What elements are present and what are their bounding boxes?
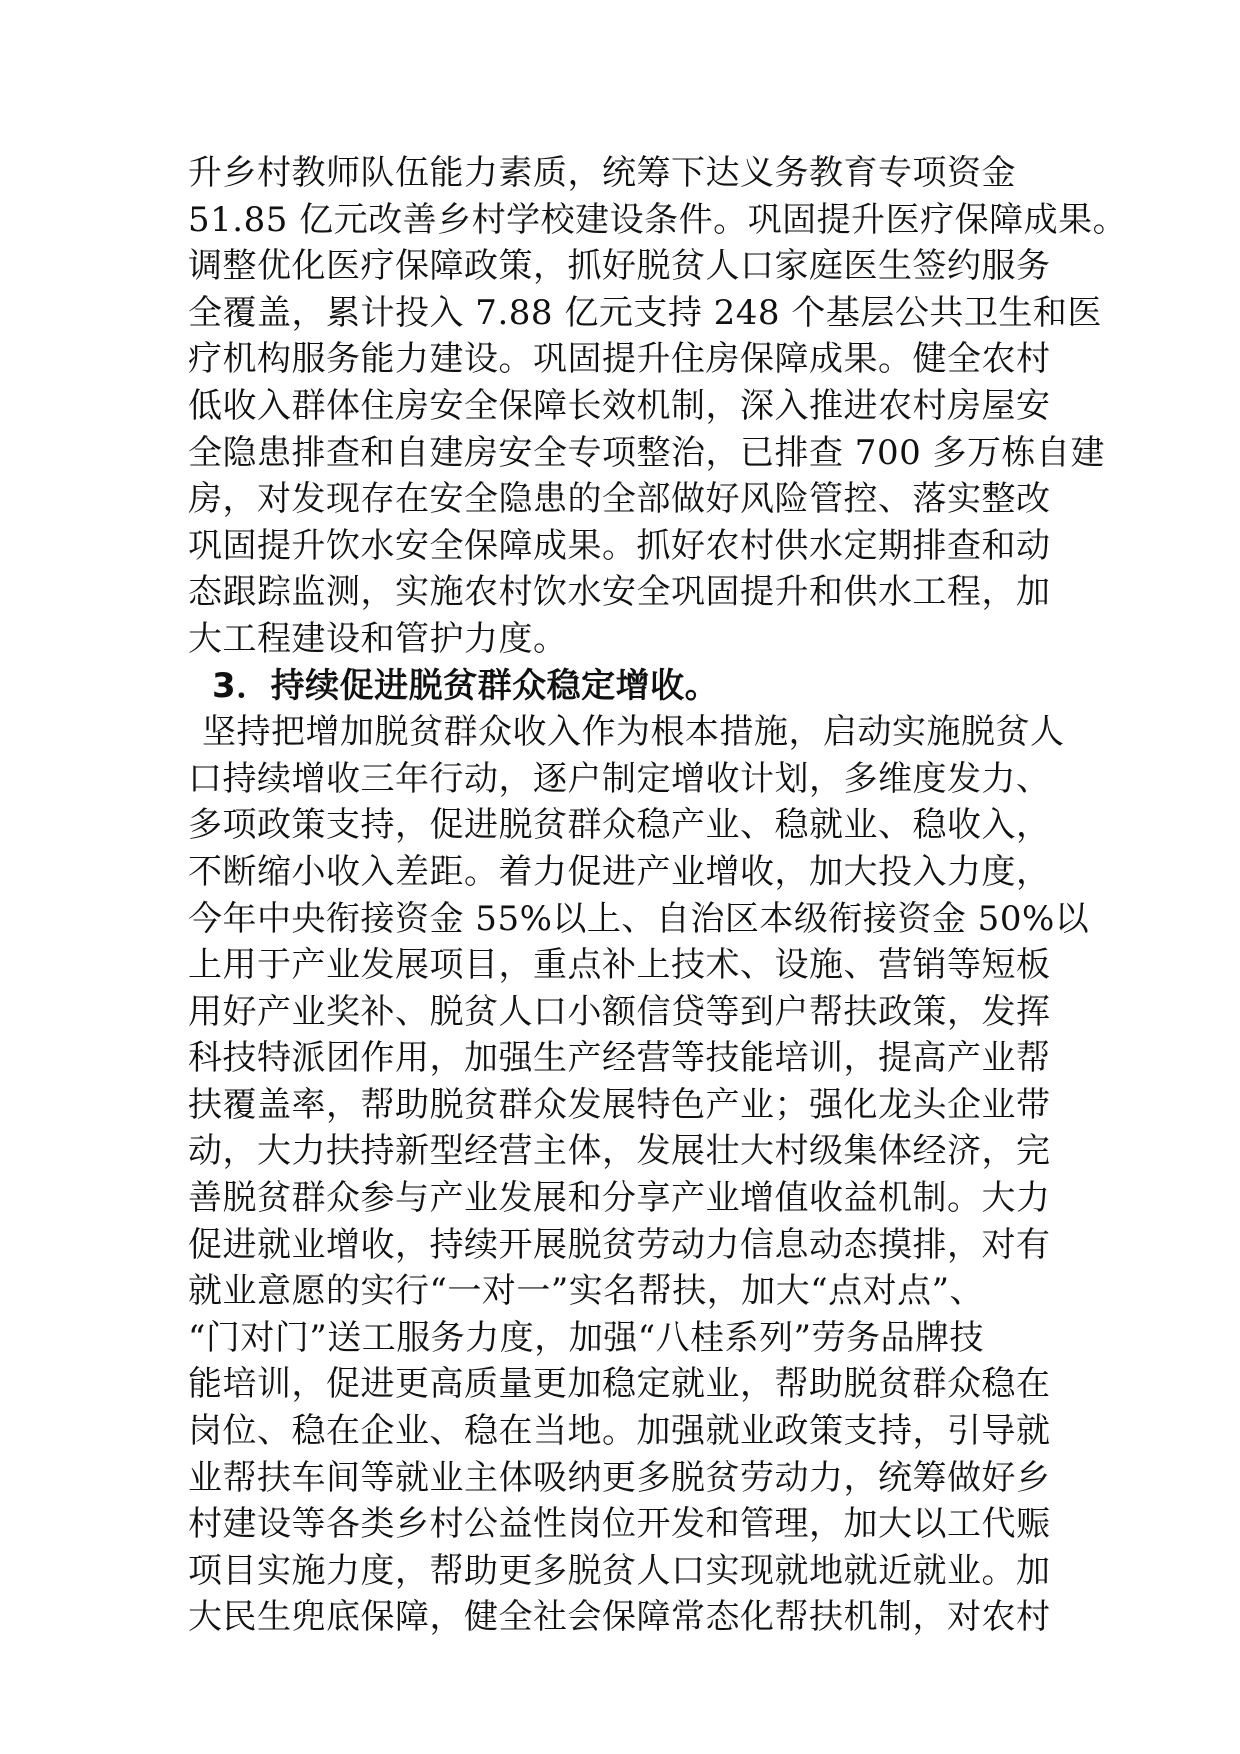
text-line: 全隐患排查和自建房安全专项整治，已排查 700 多万栋自建 [188,432,1106,473]
text-line: 项目实施力度，帮助更多脱贫人口实现就地就近就业。加 [188,1550,1051,1591]
text-line: 促进就业增收，持续开展脱贫劳动力信息动态摸排，对有 [188,1224,1051,1265]
text-line: 今年中央衔接资金 55%以上、自治区本级衔接资金 50%以 [188,898,1090,939]
text-line: 扶覆盖率，帮助脱贫群众发展特色产业；强化龙头企业带 [188,1084,1051,1125]
text-line: 动，大力扶持新型经营主体，发展壮大村级集体经济，完 [188,1131,1051,1172]
text-line: 多项政策支持，促进脱贫群众稳产业、稳就业、稳收入， [188,805,1051,846]
text-line: 善脱贫群众参与产业发展和分享产业增值收益机制。大力 [188,1178,1051,1219]
section-heading: 3．持续促进脱贫群众稳定增收。 [212,665,720,706]
text-line: 业帮扶车间等就业主体吸纳更多脱贫劳动力，统筹做好乡 [188,1457,1051,1498]
document-body [188,150,1128,1641]
text-line: 态跟踪监测，实施农村饮水安全巩固提升和供水工程，加 [188,572,1051,613]
text-line: 上用于产业发展项目，重点补上技术、设施、营销等短板 [188,945,1051,986]
text-line: 疗机构服务能力建设。巩固提升住房保障成果。健全农村 [188,339,1051,380]
text-line: 用好产业奖补、脱贫人口小额信贷等到户帮扶政策，发挥 [188,991,1051,1032]
text-line: 科技特派团作用，加强生产经营等技能培训，提高产业帮 [188,1038,1051,1079]
text-line: “门对门”送工服务力度，加强“八桂系列”劳务品牌技 [188,1317,985,1358]
paragraph [188,150,1128,663]
text-line: 51.85 亿元改善乡村学校建设条件。巩固提升医疗保障成果。 [188,199,1128,240]
text-line: 全覆盖，累计投入 7.88 亿元支持 248 个基层公共卫生和医 [188,292,1102,333]
text-line: 房，对发现存在安全隐患的全部做好风险管控、落实整改 [188,479,1051,520]
text-line: 大民生兜底保障，健全社会保障常态化帮扶机制，对农村 [188,1597,1051,1638]
paragraph [188,709,1090,1641]
text-line: 口持续增收三年行动，逐户制定增收计划，多维度发力、 [188,758,1051,799]
text-line: 就业意愿的实行“一对一”实名帮扶，加大“点对点”、 [188,1271,985,1312]
text-line: 大工程建设和管护力度。 [188,618,568,659]
text-line: 岗位、稳在企业、稳在当地。加强就业政策支持，引导就 [188,1411,1051,1452]
text-line: 坚持把增加脱贫群众收入作为根本措施，启动实施脱贫人 [202,712,1065,753]
text-line: 调整优化医疗保障政策，抓好脱贫人口家庭医生签约服务 [188,246,1051,287]
text-line: 能培训，促进更高质量更加稳定就业，帮助脱贫群众稳在 [188,1364,1051,1405]
text-line: 村建设等各类乡村公益性岗位开发和管理，加大以工代赈 [188,1504,1051,1545]
text-line: 低收入群体住房安全保障长效机制，深入推进农村房屋安 [188,385,1051,426]
text-line: 不断缩小收入差距。着力促进产业增收，加大投入力度， [188,851,1051,892]
text-line: 升乡村教师队伍能力素质，统筹下达义务教育专项资金 [188,153,1016,193]
text-line: 巩固提升饮水安全保障成果。抓好农村供水定期排查和动 [188,525,1051,566]
